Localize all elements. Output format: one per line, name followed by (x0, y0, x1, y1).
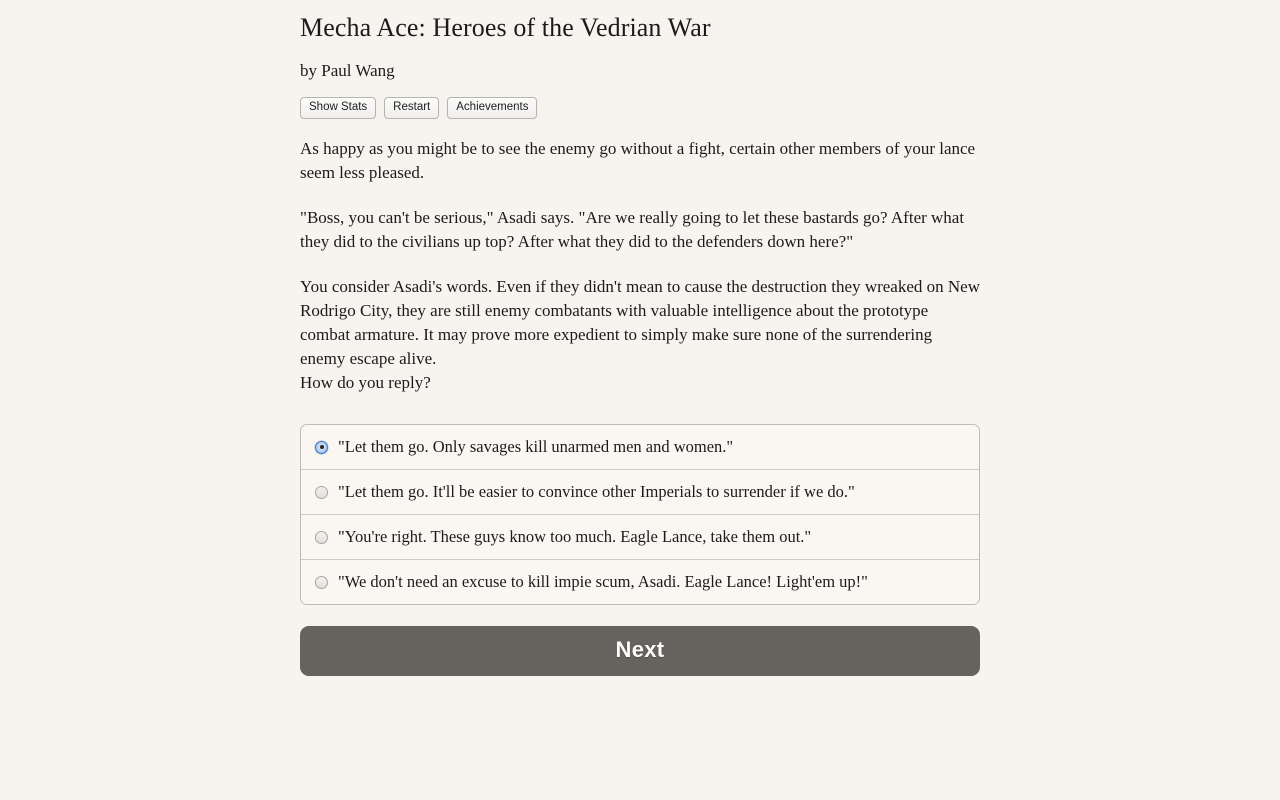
radio-button-icon[interactable] (315, 576, 328, 589)
choice-option[interactable] (301, 470, 979, 515)
story-text (300, 137, 980, 371)
choice-label[interactable] (301, 425, 979, 469)
achievements-button[interactable]: Achievements (447, 97, 537, 120)
story-paragraph: You consider Asadi's words. Even if they didn't mean to cause the destruction they wreaked on New Rodrigo City, they are still enemy combatants with valuable intelligence about the prototype combat armature. It may prove more expedient to simply make sure none of the surrendering enemy escape alive. (300, 277, 980, 368)
radio-button-icon[interactable] (315, 531, 328, 544)
choice-option[interactable] (301, 425, 979, 470)
show-stats-button[interactable]: Show Stats (300, 97, 376, 120)
question-prompt: How do you reply? (300, 373, 431, 392)
choice-label[interactable] (301, 560, 979, 604)
page-title: Mecha Ace: Heroes of the Vedrian War (300, 13, 711, 42)
choice-text: "We don't need an excuse to kill impie scum, Asadi. Eagle Lance! Light'em up!" (338, 572, 868, 591)
toolbar (300, 97, 980, 120)
choice-text: "Let them go. Only savages kill unarmed men and women." (338, 437, 734, 456)
author-byline: by Paul Wang (300, 60, 395, 80)
story-paragraph: As happy as you might be to see the enemy go without a fight, certain other members of your lance seem less pleased. (300, 139, 976, 182)
radio-button-icon[interactable] (315, 486, 328, 499)
choice-option[interactable] (301, 515, 979, 560)
next-button[interactable]: Next (300, 626, 980, 676)
choice-option[interactable] (301, 560, 979, 604)
game-container (300, 0, 980, 676)
story-paragraph: "Boss, you can't be serious," Asadi says. "Are we really going to let these bastards go? After what they did to the civilians up top? After what they did to the defenders down here?" (300, 208, 965, 251)
choice-text: "Let them go. It'll be easier to convince other Imperials to surrender if we do." (338, 482, 855, 501)
radio-button-icon[interactable] (315, 441, 328, 454)
restart-button[interactable]: Restart (384, 97, 439, 120)
choice-text: "You're right. These guys know too much. Eagle Lance, take them out." (338, 527, 812, 546)
choice-label[interactable] (301, 515, 979, 559)
choice-label[interactable] (301, 470, 979, 514)
choices-form (300, 424, 980, 676)
choices-list (300, 424, 980, 605)
